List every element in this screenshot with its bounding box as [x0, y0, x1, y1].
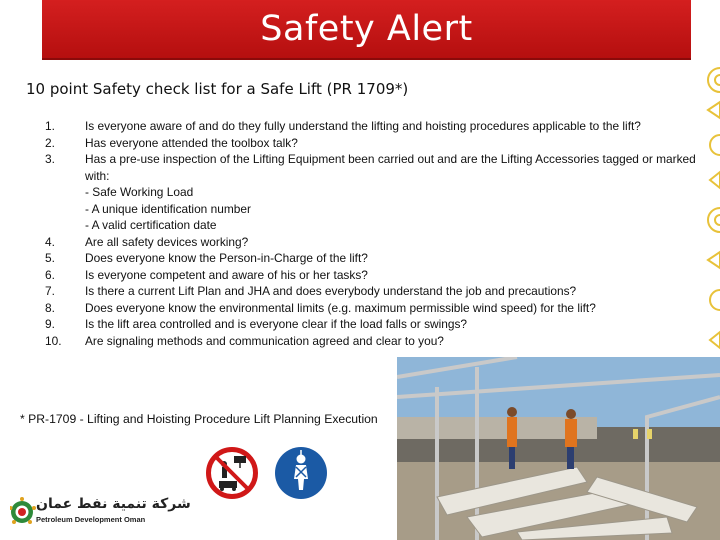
checklist-item: 4. Are all safety devices working?	[45, 234, 249, 249]
sub-item: - A unique identification number	[85, 201, 251, 216]
checklist-item: 6. Is everyone competent and aware of his or her tasks?	[45, 267, 368, 282]
sub-item: - Safe Working Load	[85, 185, 194, 199]
checklist-item: 1. Is everyone aware of and do they fully understand the lifting and hoisting procedures applicable to the lift?	[45, 119, 641, 133]
safety-checklist	[45, 118, 715, 349]
wear-safety-harness-icon	[275, 447, 327, 499]
checklist-item: 5. Does everyone know the Person-in-Charge of the lift?	[45, 251, 368, 265]
company-name-english: Petroleum Development Oman	[36, 515, 146, 524]
checklist-item: 8. Does everyone know the environmental limits (e.g. maximum permissible wind speed) for the lift?	[45, 300, 596, 315]
no-standing-under-load-icon	[206, 447, 258, 499]
checklist-item: 3. Has a pre-use inspection of the Lifting Equipment been carried out and are the Lifting Accessories tagged or marked with: - Safe Working Load - A unique identification number - A valid certification date	[45, 151, 715, 234]
procedure-footnote: * PR-1709 - Lifting and Hoisting Procedure Lift Planning Execution	[20, 412, 378, 426]
page-title: Safety Alert	[260, 9, 473, 49]
title-banner	[42, 0, 691, 60]
checklist-item: 9. Is the lift area controlled and is everyone clear if the load falls or swings?	[45, 317, 468, 331]
sub-item: - A valid certification date	[85, 218, 217, 232]
lifting-site-photo	[397, 357, 720, 540]
checklist-item: 10. Are signaling methods and communication agreed and clear to you?	[45, 333, 444, 348]
checklist-subtitle: 10 point Safety check list for a Safe Lift (PR 1709*)	[26, 80, 409, 98]
company-name-arabic: شركة تنمية نفط عمان	[36, 496, 191, 512]
checklist-item-text: Has a pre-use inspection of the Lifting Equipment been carried out and are the Lifting Accessories tagged or marked with:	[85, 152, 696, 183]
checklist-item: 2. Has everyone attended the toolbox talk?	[45, 135, 298, 150]
checklist-item: 7. Is there a current Lift Plan and JHA and does everybody understand the job and precautions?	[45, 284, 577, 298]
